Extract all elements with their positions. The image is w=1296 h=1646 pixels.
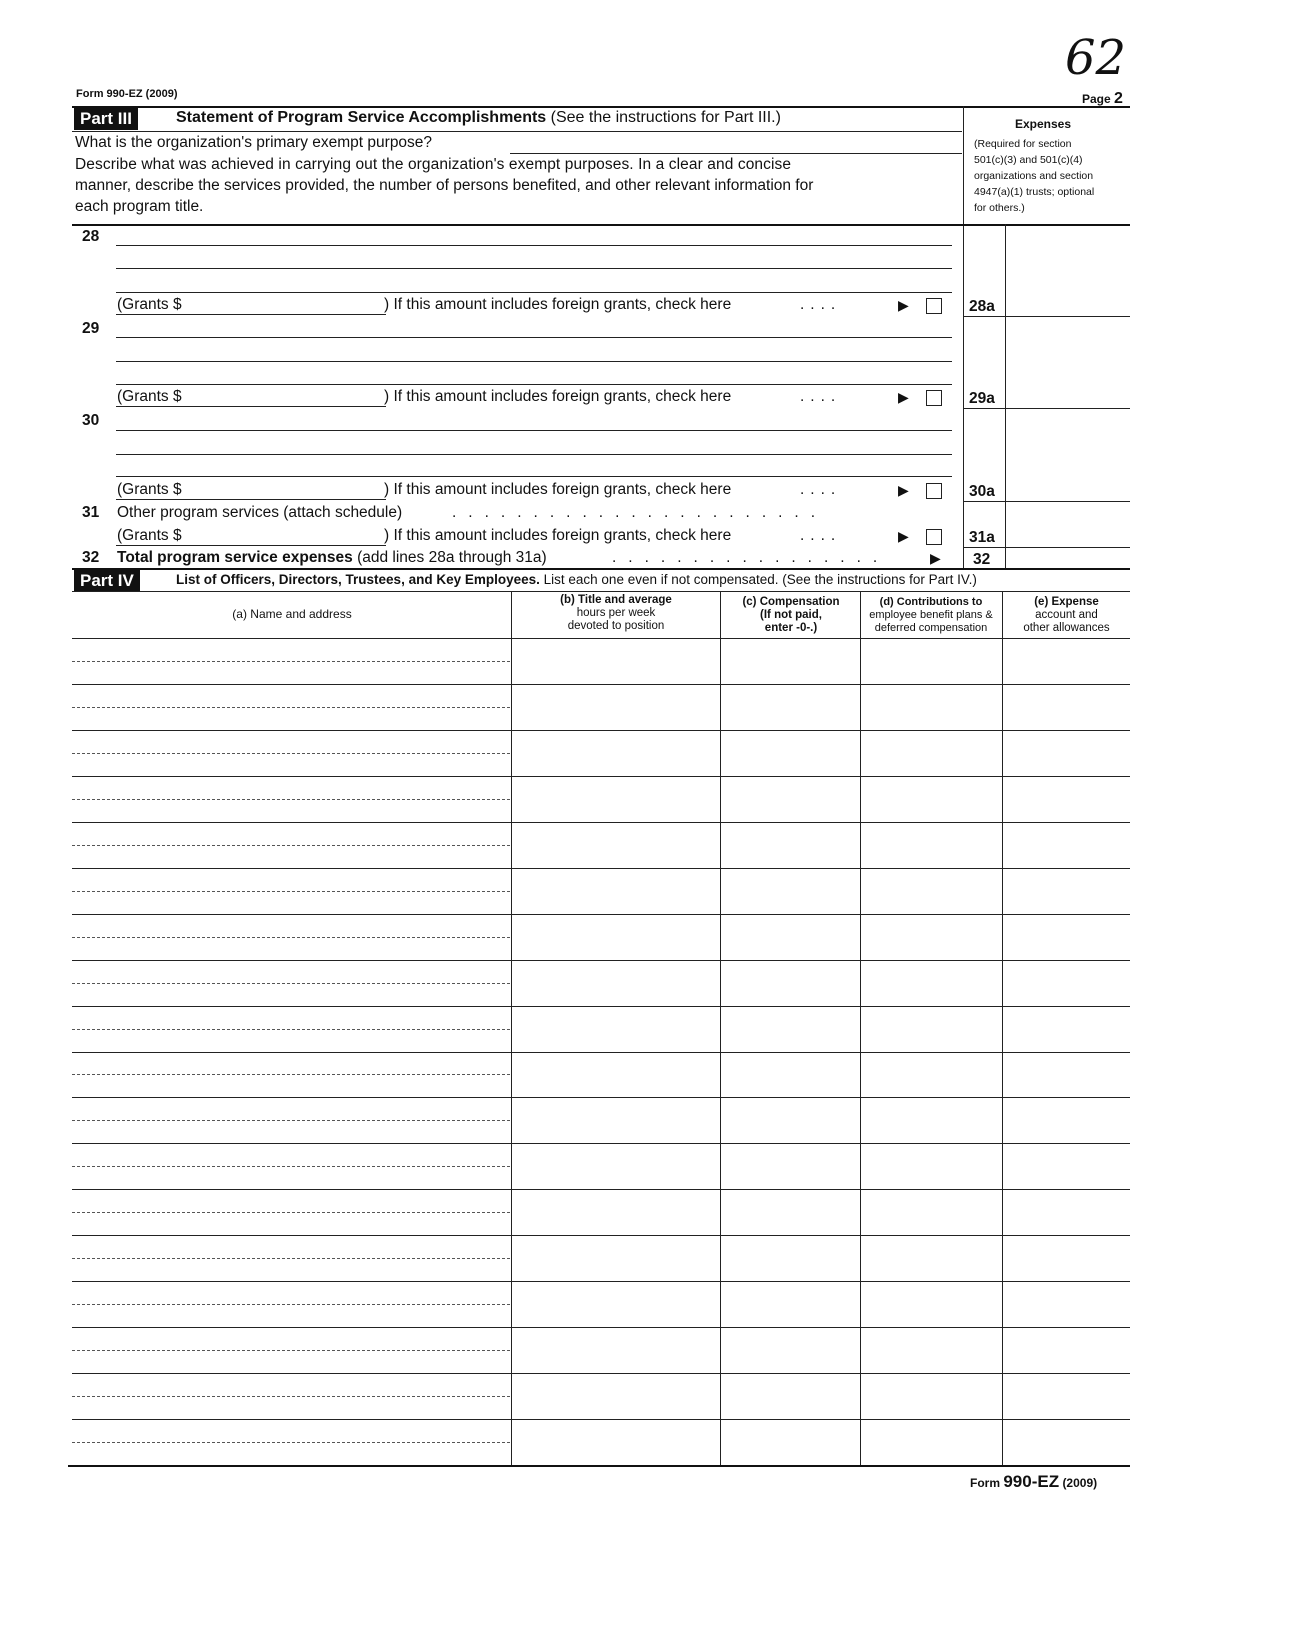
expenses-note bbox=[974, 136, 1094, 216]
line31-grants-label: (Grants $ bbox=[117, 527, 182, 544]
officer-name-line[interactable] bbox=[72, 1258, 510, 1259]
col-b-header-2: hours per week bbox=[576, 607, 656, 619]
officer-row-divider bbox=[72, 1235, 1130, 1236]
officer-row-divider bbox=[72, 868, 1130, 869]
officer-row-divider bbox=[72, 822, 1130, 823]
part3-title bbox=[176, 109, 781, 127]
part4-title-rule bbox=[72, 591, 1130, 592]
line29-grants-underline bbox=[116, 406, 386, 407]
line29-leader-dots: .... bbox=[800, 388, 842, 405]
officer-name-line[interactable] bbox=[72, 845, 510, 846]
col-b-header bbox=[512, 594, 720, 633]
line28-arrow-icon: ▶ bbox=[898, 297, 909, 313]
line28-write-line-2 bbox=[116, 268, 952, 269]
line29-number: 29 bbox=[82, 320, 100, 337]
line32-label-text: Total program service expenses bbox=[117, 549, 353, 566]
part3-title-rule bbox=[72, 131, 962, 132]
line29-write-line-1 bbox=[116, 337, 952, 338]
line28-grants-underline bbox=[116, 314, 386, 315]
officer-name-line[interactable] bbox=[72, 707, 510, 708]
form-label: Form 990-EZ (2009) bbox=[76, 88, 178, 100]
officer-row-divider bbox=[72, 1189, 1130, 1190]
part3-bottom-rule bbox=[72, 568, 1130, 570]
officer-name-line[interactable] bbox=[72, 799, 510, 800]
officer-name-line[interactable] bbox=[72, 983, 510, 984]
line28-write-line-1 bbox=[116, 245, 952, 246]
program-section-top-rule bbox=[72, 224, 1130, 226]
col-b-right-border bbox=[720, 591, 721, 1465]
line31-grants-underline bbox=[116, 545, 386, 546]
col-d-header-2: employee benefit plans & bbox=[869, 609, 993, 621]
line32-leader-dots: ................. bbox=[612, 549, 890, 566]
officer-row-divider bbox=[72, 1006, 1130, 1007]
officer-name-line[interactable] bbox=[72, 1442, 510, 1443]
part4-badge: Part IV bbox=[74, 570, 140, 592]
col-e-header-3: other allowances bbox=[1023, 622, 1110, 634]
col-e-header-1: (e) Expense bbox=[1034, 596, 1099, 608]
footer-year: (2009) bbox=[1062, 1476, 1098, 1490]
officer-name-line[interactable] bbox=[72, 1166, 510, 1167]
footer-form-label bbox=[970, 1472, 1097, 1492]
line28-grants-label: (Grants $ bbox=[117, 296, 182, 313]
part4-title-text: List of Officers, Directors, Trustees, and Key Employees. bbox=[176, 572, 540, 587]
line30-grants-underline bbox=[116, 499, 386, 500]
line32-number: 32 bbox=[82, 549, 100, 566]
line30-grants-label: (Grants $ bbox=[117, 481, 182, 498]
handwritten-page-number: 62 bbox=[1065, 30, 1127, 86]
officer-name-line[interactable] bbox=[72, 661, 510, 662]
line30-ref: 30a bbox=[969, 483, 995, 500]
line31-number: 31 bbox=[82, 504, 100, 521]
officer-row-divider bbox=[72, 1327, 1130, 1328]
part4-title-note: List each one even if not compensated. (See the instructions for Part IV.) bbox=[543, 572, 977, 587]
line32-label bbox=[117, 549, 547, 567]
line31-ref: 31a bbox=[969, 529, 995, 546]
part3-title-text: Statement of Program Service Accomplishments bbox=[176, 109, 547, 126]
line32-label-note: (add lines 28a through 31a) bbox=[357, 549, 547, 566]
line29-grants-label: (Grants $ bbox=[117, 388, 182, 405]
page-number: 2 bbox=[1114, 90, 1123, 107]
line29-amount-rule bbox=[963, 408, 1130, 409]
expenses-note-1: (Required for section bbox=[974, 138, 1072, 150]
officer-row-divider bbox=[72, 960, 1130, 961]
officer-row-divider bbox=[72, 1143, 1130, 1144]
line30-amount-rule bbox=[963, 501, 1130, 502]
page-label-text: Page bbox=[1082, 92, 1111, 106]
part4-title bbox=[176, 572, 977, 587]
officer-name-line[interactable] bbox=[72, 891, 510, 892]
col-c-header-3: enter -0-.) bbox=[764, 622, 818, 634]
officer-row-divider bbox=[72, 1052, 1130, 1053]
col-b-header-1: (b) Title and average bbox=[560, 594, 672, 606]
officer-row-divider bbox=[72, 684, 1130, 685]
line28-write-line-3 bbox=[116, 292, 952, 293]
line29-ref: 29a bbox=[969, 390, 995, 407]
col-d-header-3: deferred compensation bbox=[874, 622, 988, 634]
line28-foreign-checkbox[interactable] bbox=[926, 298, 942, 314]
officer-name-line[interactable] bbox=[72, 1304, 510, 1305]
col-c-header bbox=[722, 596, 860, 635]
officer-name-line[interactable] bbox=[72, 1396, 510, 1397]
col-c-header-1: (c) Compensation bbox=[742, 596, 840, 608]
officer-name-line[interactable] bbox=[72, 1029, 510, 1030]
officer-row-divider bbox=[72, 914, 1130, 915]
line31-amount-rule bbox=[963, 547, 1130, 548]
col-a-header: (a) Name and address bbox=[232, 607, 352, 621]
line28-foreign-text: ) If this amount includes foreign grants, check here bbox=[384, 296, 732, 313]
line31-foreign-checkbox[interactable] bbox=[926, 529, 942, 545]
primary-purpose-answer-line bbox=[510, 153, 962, 154]
line28-leader-dots: .... bbox=[800, 296, 842, 313]
part4-header-bottom-rule bbox=[72, 638, 1130, 639]
officer-row-divider bbox=[72, 1281, 1130, 1282]
line30-write-line-3 bbox=[116, 476, 952, 477]
line29-write-line-3 bbox=[116, 384, 952, 385]
col-d-header-1: (d) Contributions to bbox=[879, 596, 983, 608]
primary-purpose-question: What is the organization's primary exempt purpose? bbox=[75, 134, 433, 151]
line30-foreign-checkbox[interactable] bbox=[926, 483, 942, 499]
officer-row-divider bbox=[72, 730, 1130, 731]
expenses-note-4: 4947(a)(1) trusts; optional bbox=[974, 186, 1095, 198]
officer-row-divider bbox=[72, 776, 1130, 777]
officer-row-divider bbox=[72, 1419, 1130, 1420]
header-rule bbox=[72, 106, 1130, 108]
expenses-note-3: organizations and section bbox=[974, 170, 1094, 182]
line28-amount-rule bbox=[963, 316, 1130, 317]
expenses-col-left-border bbox=[963, 106, 964, 569]
line31-foreign-text: ) If this amount includes foreign grants, check here bbox=[384, 527, 732, 544]
line31-label: Other program services (attach schedule) bbox=[117, 504, 403, 521]
line30-foreign-text: ) If this amount includes foreign grants, check here bbox=[384, 481, 732, 498]
col-d-right-border bbox=[1002, 591, 1003, 1465]
line29-write-line-2 bbox=[116, 361, 952, 362]
officer-name-line[interactable] bbox=[72, 1074, 510, 1075]
col-e-header-2: account and bbox=[1035, 609, 1098, 621]
line29-foreign-checkbox[interactable] bbox=[926, 390, 942, 406]
part3-badge: Part III bbox=[74, 108, 138, 130]
officer-name-line[interactable] bbox=[72, 1212, 510, 1213]
col-a-right-border bbox=[511, 591, 512, 1465]
footer-form-word: Form bbox=[970, 1476, 1000, 1490]
line31-arrow-icon: ▶ bbox=[898, 528, 909, 544]
line29-arrow-icon: ▶ bbox=[898, 389, 909, 405]
col-e-header bbox=[1003, 596, 1130, 635]
line30-arrow-icon: ▶ bbox=[898, 482, 909, 498]
expenses-note-5: for others.) bbox=[974, 202, 1025, 214]
footer-form-number: 990-EZ bbox=[1003, 1472, 1060, 1491]
col-d-header bbox=[860, 596, 1002, 635]
line30-write-line-1 bbox=[116, 430, 952, 431]
part4-bottom-rule bbox=[68, 1465, 1130, 1467]
officer-name-line[interactable] bbox=[72, 1120, 510, 1121]
line28-number: 28 bbox=[82, 228, 100, 245]
part3-description-3: each program title. bbox=[75, 198, 204, 215]
line30-number: 30 bbox=[82, 412, 100, 429]
ref-col-right-border bbox=[1005, 224, 1006, 569]
col-c-right-border bbox=[860, 591, 861, 1465]
col-b-header-3: devoted to position bbox=[567, 620, 665, 632]
line31-foreign-leader-dots: .... bbox=[800, 527, 842, 544]
officer-row-divider bbox=[72, 1373, 1130, 1374]
officer-name-line[interactable] bbox=[72, 753, 510, 754]
line28-ref: 28a bbox=[969, 298, 995, 315]
line32-arrow-icon: ▶ bbox=[930, 550, 941, 566]
line32-ref: 32 bbox=[973, 551, 991, 568]
line30-write-line-2 bbox=[116, 454, 952, 455]
part3-description-2: manner, describe the services provided, the number of persons benefited, and other relevant information for bbox=[75, 177, 814, 194]
col-c-header-2: (If not paid, bbox=[760, 609, 822, 621]
officer-row-divider bbox=[72, 1097, 1130, 1098]
officer-name-line[interactable] bbox=[72, 1350, 510, 1351]
line31-leader-dots: ....................... bbox=[452, 504, 828, 521]
officer-name-line[interactable] bbox=[72, 937, 510, 938]
expenses-note-2: 501(c)(3) and 501(c)(4) bbox=[974, 154, 1083, 166]
part3-description-1: Describe what was achieved in carrying out the organization's exempt purposes. In a clear and concise bbox=[75, 156, 792, 173]
part3-title-note: (See the instructions for Part III.) bbox=[550, 109, 781, 126]
expenses-header: Expenses bbox=[1015, 117, 1072, 131]
line29-foreign-text: ) If this amount includes foreign grants, check here bbox=[384, 388, 732, 405]
line30-leader-dots: .... bbox=[800, 481, 842, 498]
